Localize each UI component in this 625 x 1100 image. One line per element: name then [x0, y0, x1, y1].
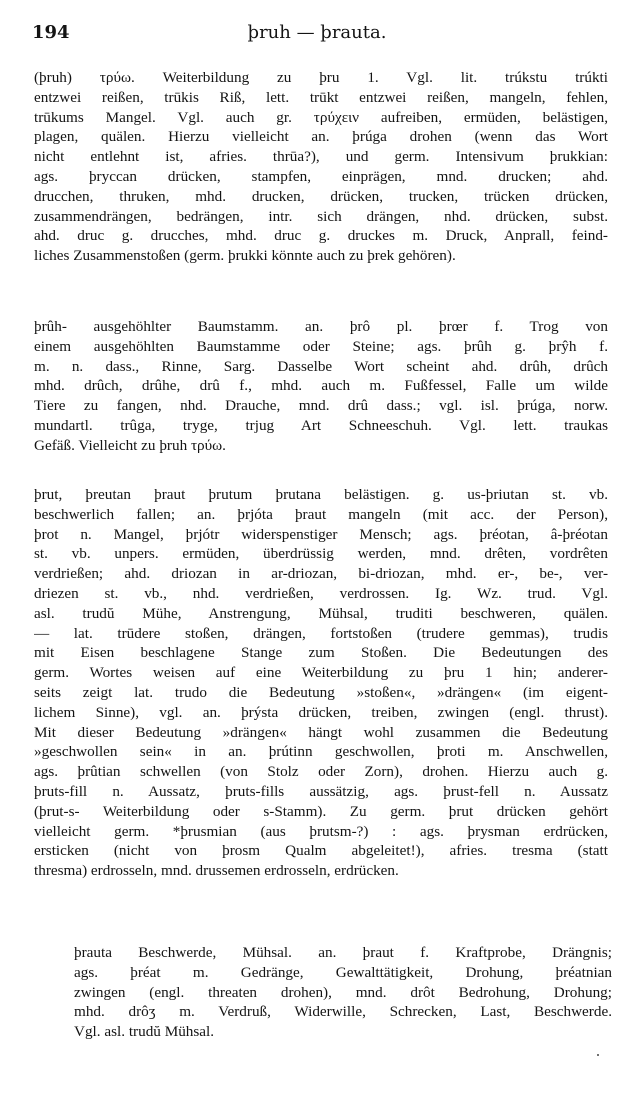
entry-line: þrauta Beschwerde, Mühsal. an. þraut f. Kraftprobe, Drängnis;	[74, 944, 612, 961]
entry-line: (þruh) τρύω. Weiterbildung zu þru 1. Vgl. lit. trúkstu trúkti	[34, 69, 608, 86]
entry-line: mhd. drôʒ m. Verdruß, Widerwille, Schrecken, Last, Beschwerde.	[74, 1003, 612, 1021]
entry-line: nicht entlehnt ist, afries. thrūa?), und germ. Intensivum þrukkian:	[34, 148, 608, 166]
entry-line: thresma) erdrosseln, mnd. drussemen erdrosseln, erdrücken.	[34, 862, 399, 880]
entry-line: Mit dieser Bedeutung »drängen« hängt wohl zusammen die Bedeutung	[34, 723, 608, 741]
entry-line: ahd. druc g. drucches, mhd. druc g. druckes m. Druck, Anprall, feind-	[34, 227, 608, 245]
entry-line: lichem Sinne), vgl. an. þrýsta drücken, treiben, zwingen (engl. thrust).	[34, 703, 608, 721]
entry-line: Gefäß. Vielleicht zu þruh τρύω.	[34, 436, 226, 454]
entry-prut	[34, 485, 608, 881]
entry-pruh-long	[34, 317, 608, 456]
entry-line: einem ausgehöhlten Baumstamme oder Steine; ags. þrûh g. þrŷh f.	[34, 337, 608, 355]
entry-line: st. vb. unpers. ermüden, überdrüssig werden, mnd. drêten, vordrêten	[34, 545, 608, 563]
entry-line: m. n. dass., Rinne, Sarg. Dasselbe Wort scheint ahd. drûh, drûch	[34, 357, 608, 375]
entry-line: þruts-fill n. Aussatz, þruts-fills aussätzig, ags. þrust-fell n. Aussatz	[34, 782, 608, 800]
entry-line: beschwerlich fallen; an. þrjóta þraut mangeln (mit acc. der Person),	[34, 505, 608, 523]
entry-line: zwingen (engl. threaten drohen), mnd. drôt Bedrohung, Drohung;	[74, 983, 612, 1001]
entry-line: þrot n. Mangel, þrjótr widerspenstiger Mensch; ags. þréotan, â-þréotan	[34, 525, 608, 543]
entry-line: ags. þryccan drücken, stampfen, einprägen, mnd. drucken; ahd.	[34, 167, 608, 185]
entry-line: þrûh- ausgehöhlter Baumstamm. an. þrô pl. þrœr f. Trog von	[34, 318, 608, 335]
entry-line: — lat. trūdere stoßen, drängen, fortstoßen (trudere gemmas), trudis	[34, 624, 608, 642]
entry-line: trūkums Mangel. Vgl. auch gr. τρύχειν aufreiben, ermüden, belästigen,	[34, 108, 608, 126]
entry-pruh	[34, 68, 608, 266]
entry-line: ags. þrûtian schwellen (von Stolz oder Zorn), drohen. Hierzu auch g.	[34, 763, 608, 781]
entry-line: ersticken (nicht von þrosm Qualm abgeleitet!), afries. tresma (statt	[34, 842, 608, 860]
entry-line: drucchen, thruken, mhd. drucken, drücken, trucken, trücken drücken,	[34, 187, 608, 205]
entry-prauta	[74, 943, 612, 1042]
page-title: þruh — þrauta.	[247, 22, 387, 43]
entry-line: plagen, quälen. Hierzu vielleicht an. þrúga drohen (wenn das Wort	[34, 128, 608, 146]
print-speck	[597, 1054, 599, 1056]
entry-line: zusammendrängen, bedrängen, intr. sich drängen, nhd. drücken, subst.	[34, 207, 608, 225]
entry-line: verdrießen; ahd. driozan in ar-driozan, bi-driozan, mhd. er-, be-, ver-	[34, 565, 608, 583]
entry-line: driezen st. vb., nhd. verdrießen, verdrossen. Ig. Wz. trud. Vgl.	[34, 584, 608, 602]
entry-line: (þrut-s- Weiterbildung oder s-Stamm). Zu germ. þrut drücken gehört	[34, 802, 608, 820]
running-head	[32, 22, 602, 48]
entry-line: Tiere zu fangen, nhd. Drauche, mnd. drû dass.; vgl. isl. þrúga, norw.	[34, 397, 608, 415]
page-number: 194	[32, 22, 70, 43]
entry-line: mundartl. trûga, tryge, trjug Art Schneeschuh. Vgl. lett. traukas	[34, 416, 608, 434]
entry-line: germ. Wortes weisen auf eine Weiterbildung zu þru 1 hin; anderer-	[34, 664, 608, 682]
entry-line: ags. þréat m. Gedränge, Gewalttätigkeit, Drohung, þréatnian	[74, 963, 612, 981]
entry-line: vielleicht germ. *þrusmian (aus þrutsm-?) : ags. þrysman erdrücken,	[34, 822, 608, 840]
entry-line: þrut, þreutan þraut þrutum þrutana belästigen. g. us-þriutan st. vb.	[34, 486, 608, 503]
entry-line: mit Eisen beschlagene Stange zum Stoßen. Die Bedeutungen des	[34, 644, 608, 662]
entry-line: asl. trudŭ Mühe, Anstrengung, Mühsal, truditi beschweren, quälen.	[34, 604, 608, 622]
entry-line: seits zeigt lat. trudo die Bedeutung »stoßen«, »drängen« (im eigent-	[34, 683, 608, 701]
entry-line: entzwei reißen, trūkis Riß, lett. trūkt entzwei reißen, mangeln, fehlen,	[34, 88, 608, 106]
entry-line: liches Zusammenstoßen (germ. þrukki könnte auch zu þrek gehören).	[34, 247, 456, 265]
entry-line: mhd. drûch, drûhe, drû f., mhd. auch m. Fußfessel, Falle um wilde	[34, 377, 608, 395]
entry-line: »geschwollen sein« in an. þrútinn geschwollen, þroti m. Anschwellen,	[34, 743, 608, 761]
entry-line: Vgl. asl. trudŭ Mühsal.	[74, 1023, 215, 1041]
